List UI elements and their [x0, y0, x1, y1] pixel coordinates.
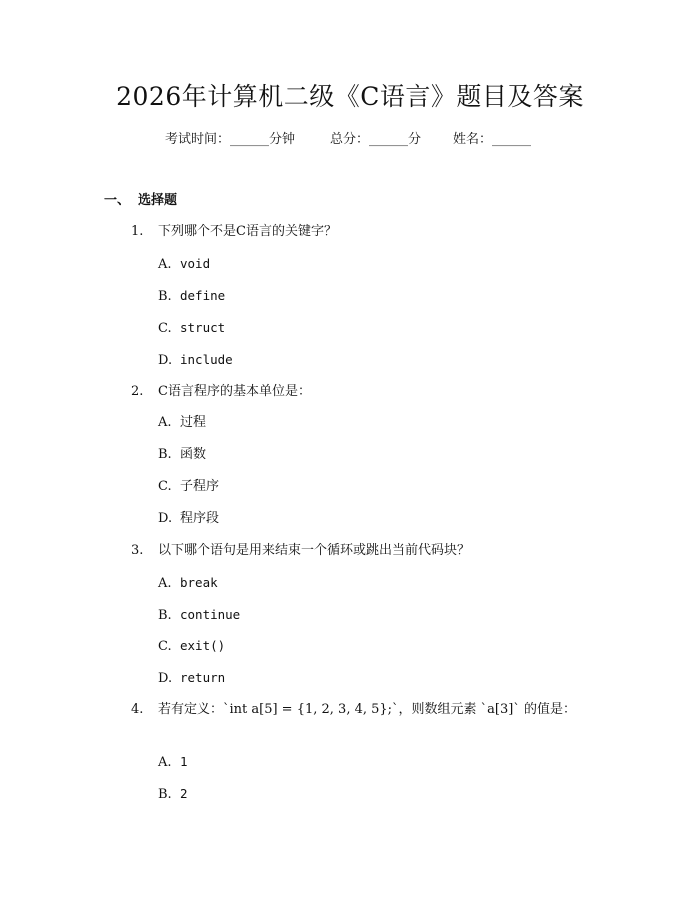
question-number: 2. [131, 384, 144, 399]
option-key: B. [158, 447, 172, 462]
option-1d [158, 351, 233, 370]
option-text: continue [180, 607, 241, 622]
option-key: B. [158, 787, 172, 802]
question-4 [104, 699, 624, 721]
option-1a [158, 255, 210, 274]
option-key: A. [158, 415, 172, 430]
option-1b [158, 287, 225, 306]
option-key: C. [158, 639, 172, 654]
option-text: define [180, 288, 226, 303]
option-text: 函数 [180, 447, 207, 462]
question-text: C语言程序的基本单位是： [158, 384, 311, 399]
total-score-field: 总分：______分 [330, 132, 422, 147]
option-key: D. [158, 353, 173, 368]
option-key: D. [158, 511, 173, 526]
section-number: 一、 [104, 193, 131, 208]
option-key: B. [158, 608, 172, 623]
option-text: 过程 [180, 415, 207, 430]
section-heading [104, 192, 177, 210]
document-title: 2026年计算机二级《C语言》题目及答案 [116, 82, 584, 111]
question-text: 以下哪个语句是用来结束一个循环或跳出当前代码块？ [158, 543, 471, 558]
option-2a [158, 414, 206, 432]
question-2 [131, 383, 311, 401]
option-text: exit() [180, 638, 226, 653]
option-3b [158, 606, 240, 625]
option-key: B. [158, 289, 172, 304]
option-text: struct [180, 320, 226, 335]
option-key: D. [158, 671, 173, 686]
option-3d [158, 669, 225, 688]
option-key: A. [158, 257, 172, 272]
option-key: C. [158, 479, 172, 494]
question-text: 若有定义：`int a[5] = {1, 2, 3, 4, 5};`，则数组元素 `a[3]` 的值是： [158, 702, 576, 717]
option-3c [158, 637, 225, 656]
option-text: break [180, 575, 218, 590]
option-text: 2 [180, 786, 188, 801]
option-2d [158, 510, 219, 528]
option-text: 程序段 [180, 511, 220, 526]
question-3 [131, 542, 470, 560]
option-1c [158, 319, 225, 338]
option-text: 1 [180, 754, 188, 769]
option-key: A. [158, 755, 172, 770]
option-text: void [180, 256, 211, 271]
option-text: return [180, 670, 226, 685]
question-number: 3. [131, 543, 144, 558]
exam-time-field: 考试时间：______分钟 [165, 132, 296, 147]
option-key: C. [158, 321, 172, 336]
option-text: 子程序 [180, 479, 220, 494]
question-1 [131, 223, 337, 241]
question-text: 下列哪个不是C语言的关键字？ [158, 224, 337, 239]
option-2c [158, 478, 219, 496]
option-3a [158, 574, 218, 593]
option-text: include [180, 352, 233, 367]
option-4a [158, 753, 188, 772]
name-field: 姓名：______ [453, 132, 532, 147]
option-key: A. [158, 576, 172, 591]
question-number: 4. [131, 702, 144, 717]
option-4b [158, 785, 188, 804]
question-number: 1. [131, 224, 144, 239]
option-2b [158, 446, 206, 464]
section-title: 选择题 [138, 193, 178, 208]
